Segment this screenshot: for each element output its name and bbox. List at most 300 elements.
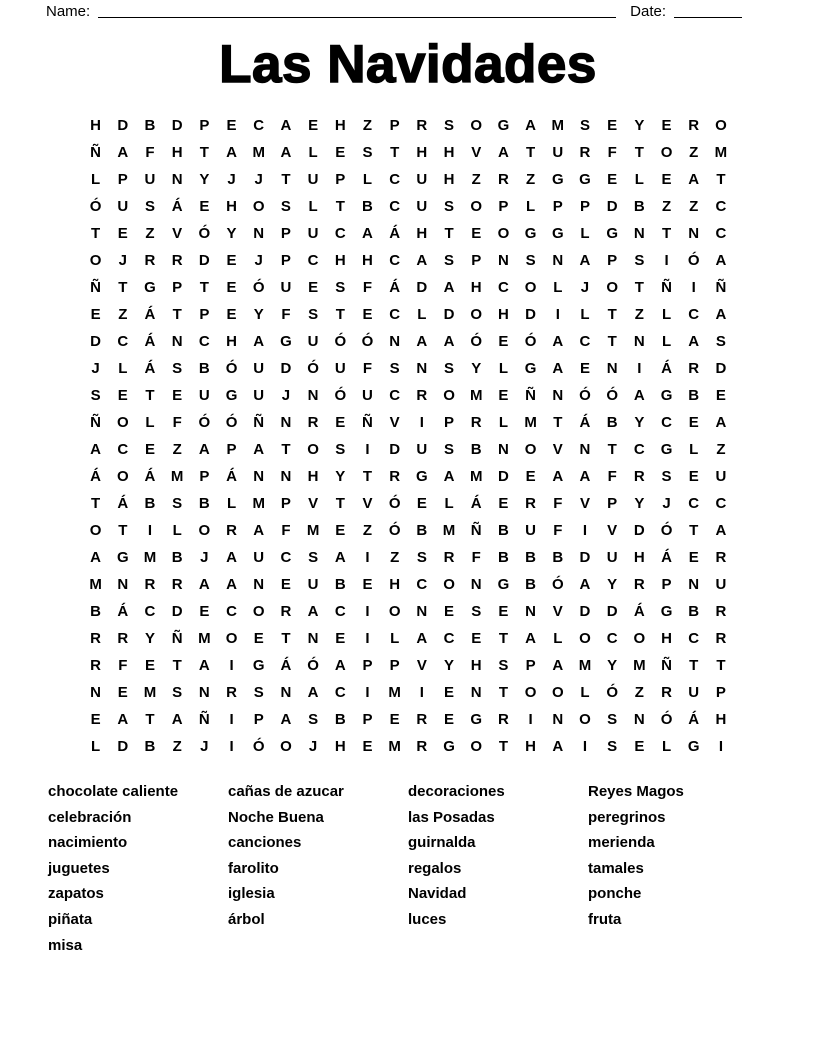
grid-letter: E (471, 225, 482, 242)
grid-letter: F (607, 144, 617, 161)
grid-letter: H (389, 576, 401, 593)
grid-letter: N (552, 711, 564, 728)
grid-letter: M (524, 414, 537, 431)
grid-letter: T (689, 657, 699, 674)
grid-letter: R (633, 576, 645, 593)
grid-letter: S (471, 603, 482, 620)
grid-letter: E (715, 387, 726, 404)
grid-letter: M (633, 657, 646, 674)
grid-letter: O (606, 279, 618, 296)
grid-row (82, 409, 735, 436)
grid-letter: I (555, 306, 560, 323)
grid-letter: F (553, 495, 563, 512)
grid-letter: F (118, 657, 128, 674)
grid-letter: U (253, 360, 265, 377)
grid-letter: F (362, 279, 373, 296)
grid-letter: R (525, 495, 537, 512)
grid-letter: T (716, 657, 726, 674)
grid-letter: Ñ (90, 414, 102, 431)
grid-letter: A (226, 144, 237, 161)
grid-letter: P (280, 225, 291, 242)
grid-letter: G (660, 387, 673, 404)
grid-letter: G (524, 225, 537, 242)
grid-letter: N (280, 468, 292, 485)
grid-letter: S (280, 198, 291, 215)
grid-letter: V (172, 225, 183, 242)
grid-letter: R (470, 414, 482, 431)
grid-letter: C (389, 387, 401, 404)
grid-letter: B (90, 603, 102, 620)
name-input-line[interactable] (98, 2, 616, 18)
grid-letter: L (580, 225, 590, 242)
grid-letter: T (362, 468, 373, 485)
grid-letter: T (498, 684, 508, 701)
grid-letter: N (117, 576, 129, 593)
grid-letter: Y (471, 360, 482, 377)
grid-letter: O (579, 711, 591, 728)
grid-letter: A (280, 711, 292, 728)
grid-letter: S (498, 657, 509, 674)
grid-letter: E (444, 684, 455, 701)
grid-letter: R (90, 630, 102, 647)
grid-letter: A (633, 387, 645, 404)
grid-letter: S (444, 252, 455, 269)
grid-letter: T (172, 657, 182, 674)
grid-letter: O (470, 117, 483, 134)
word-list-column (588, 779, 768, 958)
grid-letter: T (689, 522, 699, 539)
grid-letter: F (281, 306, 291, 323)
grid-letter: B (144, 738, 156, 755)
grid-letter: T (281, 171, 291, 188)
grid-letter: D (606, 603, 618, 620)
grid-letter: N (253, 225, 265, 242)
grid-letter: J (91, 360, 100, 377)
grid-letter: C (334, 684, 346, 701)
grid-letter: Ó (252, 279, 265, 296)
grid-letter: O (443, 387, 455, 404)
grid-letter: E (335, 414, 346, 431)
grid-letter: A (525, 630, 537, 647)
grid-letter: T (199, 279, 209, 296)
grid-letter: T (199, 144, 209, 161)
grid-letter: H (443, 171, 455, 188)
grid-letter: L (417, 306, 427, 323)
grid-letter: C (144, 603, 156, 620)
grid-letter: Ñ (715, 279, 727, 296)
grid-letter: N (633, 225, 645, 242)
grid-letter: P (661, 576, 672, 593)
grid-letter: G (443, 738, 455, 755)
grid-letter: A (552, 738, 564, 755)
grid-letter: R (661, 684, 672, 701)
grid-letter: C (307, 252, 319, 269)
grid-letter: A (552, 657, 564, 674)
grid-letter: Y (226, 225, 237, 242)
grid-letter: E (90, 306, 101, 323)
grid-letter: H (226, 198, 237, 215)
grid-letter: P (389, 657, 400, 674)
grid-letter: Á (144, 333, 156, 350)
word-item: chocolate caliente (48, 783, 179, 800)
grid-letter: R (416, 711, 428, 728)
grid-letter: S (416, 549, 427, 566)
grid-letter: U (334, 360, 346, 377)
grid-letter: E (498, 495, 509, 512)
grid-letter: O (388, 603, 401, 620)
grid-letter: R (443, 549, 455, 566)
word-list-column (408, 779, 588, 958)
grid-letter: I (419, 414, 424, 431)
grid-letter: Á (144, 306, 156, 323)
grid-letter: A (307, 603, 319, 620)
grid-letter: T (716, 171, 726, 188)
grid-letter: T (607, 441, 617, 458)
grid-letter: T (498, 630, 508, 647)
grid-letter: Ó (225, 360, 238, 377)
grid-letter: O (252, 198, 265, 215)
grid-letter: N (90, 684, 102, 701)
grid-letter: B (198, 495, 210, 512)
grid-letter: P (117, 171, 128, 188)
grid-letter: E (362, 576, 373, 593)
grid-letter: T (281, 441, 291, 458)
grid-letter: L (661, 306, 672, 323)
grid-letter: O (524, 279, 537, 296)
grid-letter: M (306, 522, 320, 539)
grid-row (82, 706, 735, 733)
grid-letter: S (308, 306, 319, 323)
grid-letter: U (552, 144, 564, 161)
grid-letter: T (335, 198, 345, 215)
grid-letter: O (198, 522, 211, 539)
grid-letter: A (416, 333, 428, 350)
word-item: misa (48, 936, 83, 954)
grid-letter: B (525, 576, 537, 593)
grid-letter: C (579, 333, 591, 350)
grid-letter: Á (226, 468, 237, 485)
grid-letter: N (470, 684, 482, 701)
grid-letter: U (525, 522, 537, 539)
grid-letter: N (552, 252, 564, 269)
grid-letter: R (715, 630, 727, 647)
grid-row (82, 112, 735, 139)
grid-letter: A (117, 711, 129, 728)
grid-letter: Ñ (198, 711, 210, 728)
grid-row (82, 517, 735, 544)
grid-row (82, 463, 735, 490)
grid-letter: I (528, 711, 533, 728)
grid-row (82, 652, 735, 679)
grid-letter: Y (634, 117, 645, 134)
grid-letter: F (172, 414, 182, 431)
grid-letter: H (90, 117, 102, 134)
grid-letter: M (469, 387, 483, 404)
grid-letter: U (416, 171, 428, 188)
grid-letter: O (280, 738, 292, 755)
word-item: tamales (588, 859, 644, 877)
grid-letter: N (579, 441, 591, 458)
grid-letter: I (365, 441, 370, 458)
page-title: Las Navidades (219, 35, 597, 94)
grid-letter: A (198, 441, 210, 458)
grid-letter: D (117, 117, 129, 134)
grid-letter: R (144, 576, 156, 593)
grid-letter: U (198, 387, 210, 404)
grid-letter: S (634, 252, 645, 269)
grid-letter: J (200, 738, 209, 755)
grid-letter: O (225, 630, 238, 647)
grid-letter: B (171, 549, 183, 566)
grid-letter: H (334, 738, 346, 755)
grid-letter: U (307, 576, 319, 593)
grid-letter: B (552, 549, 564, 566)
grid-letter: Ó (307, 657, 319, 674)
grid-letter: S (172, 495, 183, 512)
grid-letter: O (116, 414, 129, 431)
grid-letter: T (390, 144, 400, 161)
grid-letter: V (552, 603, 563, 620)
grid-letter: P (253, 711, 264, 728)
grid-letter: E (144, 441, 155, 458)
grid-letter: R (280, 603, 292, 620)
grid-row (82, 679, 735, 706)
grid-letter: U (362, 387, 373, 404)
grid-letter: T (498, 738, 508, 755)
grid-letter: U (606, 549, 618, 566)
grid-letter: Ó (687, 252, 700, 269)
grid-letter: B (470, 441, 482, 458)
grid-letter: A (253, 441, 265, 458)
grid-letter: Á (117, 603, 129, 620)
grid-letter: M (252, 495, 265, 512)
grid-letter: Y (634, 414, 645, 431)
grid-letter: E (90, 711, 101, 728)
grid-letter: L (689, 441, 699, 458)
date-input-line[interactable] (674, 2, 742, 18)
grid-letter: S (253, 684, 264, 701)
grid-letter: A (90, 441, 102, 458)
grid-letter: G (497, 576, 510, 593)
grid-letter: A (226, 576, 237, 593)
grid-letter: J (254, 171, 263, 188)
grid-letter: H (334, 252, 346, 269)
grid-letter: P (389, 117, 400, 134)
grid-letter: Ó (252, 738, 265, 755)
grid-letter: F (362, 360, 373, 377)
grid-letter: D (416, 279, 428, 296)
grid-letter: D (497, 468, 509, 485)
grid-letter: N (307, 387, 319, 404)
grid-letter: J (254, 252, 263, 269)
grid-letter: Y (444, 657, 455, 674)
word-item: guirnalda (408, 834, 476, 852)
grid-letter: S (90, 387, 101, 404)
grid-letter: R (688, 117, 700, 134)
grid-letter: S (444, 117, 455, 134)
grid-letter: Ñ (253, 414, 265, 431)
grid-letter: R (90, 657, 102, 674)
grid-letter: E (362, 306, 373, 323)
grid-letter: H (497, 306, 509, 323)
grid-letter: Á (470, 495, 482, 512)
grid-letter: U (715, 576, 727, 593)
grid-letter: I (365, 684, 370, 701)
grid-letter: N (198, 684, 210, 701)
grid-letter: Z (689, 198, 699, 215)
grid-letter: E (444, 711, 455, 728)
grid-letter: E (117, 684, 128, 701)
grid-letter: Ó (551, 576, 564, 593)
grid-letter: H (470, 657, 482, 674)
grid-letter: T (118, 279, 128, 296)
grid-letter: P (199, 306, 210, 323)
grid-letter: J (308, 738, 318, 755)
grid-letter: T (118, 522, 128, 539)
grid-letter: D (171, 603, 183, 620)
grid-letter: T (526, 144, 536, 161)
grid-letter: S (308, 711, 319, 728)
grid-letter: B (497, 549, 509, 566)
grid-letter: C (715, 198, 727, 215)
grid-letter: A (307, 684, 319, 701)
grid-letter: R (715, 603, 727, 620)
grid-letter: I (582, 738, 588, 755)
grid-letter: L (526, 198, 536, 215)
grid-letter: Z (661, 198, 672, 215)
grid-letter: B (362, 198, 373, 215)
grid-letter: A (253, 522, 265, 539)
grid-letter: P (471, 252, 482, 269)
grid-letter: Z (471, 171, 481, 188)
grid-letter: A (416, 630, 428, 647)
grid-letter: Ó (388, 495, 401, 512)
grid-letter: Z (172, 441, 182, 458)
grid-letter: A (362, 225, 373, 242)
grid-letter: I (664, 252, 669, 269)
word-item: las Posadas (408, 808, 495, 826)
grid-letter: E (607, 117, 618, 134)
grid-letter: I (691, 279, 696, 296)
word-item: árbol (228, 910, 265, 928)
grid-letter: O (89, 252, 102, 269)
grid-letter: A (280, 144, 292, 161)
grid-letter: E (607, 171, 618, 188)
grid-letter: R (144, 252, 156, 269)
grid-letter: A (525, 117, 537, 134)
grid-letter: V (362, 495, 373, 512)
grid-letter: J (118, 252, 127, 269)
grid-letter: A (715, 522, 727, 539)
grid-letter: A (579, 468, 591, 485)
grid-letter: O (660, 144, 673, 161)
grid-row (82, 193, 735, 220)
word-item: canciones (228, 834, 302, 852)
grid-letter: N (307, 630, 319, 647)
grid-letter: Y (253, 306, 264, 323)
grid-letter: L (145, 414, 155, 431)
grid-letter: H (470, 279, 482, 296)
grid-letter: N (552, 387, 564, 404)
grid-letter: R (497, 711, 509, 728)
grid-letter: F (471, 549, 481, 566)
grid-letter: Á (661, 360, 672, 377)
grid-letter: A (443, 333, 455, 350)
grid-letter: U (117, 198, 129, 215)
grid-letter: B (633, 198, 645, 215)
grid-letter: N (280, 414, 292, 431)
grid-letter: L (661, 333, 672, 350)
grid-letter: U (280, 279, 292, 296)
grid-letter: P (280, 252, 291, 269)
grid-letter: S (335, 279, 346, 296)
grid-letter: E (661, 117, 672, 134)
grid-letter: Ó (470, 333, 483, 350)
grid-letter: Z (526, 171, 536, 188)
grid-letter: A (715, 252, 727, 269)
grid-letter: T (634, 279, 644, 296)
grid-letter: E (579, 360, 590, 377)
word-item: cañas de azucar (228, 783, 344, 800)
grid-letter: U (688, 684, 700, 701)
grid-letter: E (253, 630, 264, 647)
grid-letter: C (715, 225, 727, 242)
grid-letter: Á (661, 549, 672, 566)
word-item: decoraciones (408, 783, 505, 800)
grid-letter: Ñ (362, 414, 373, 431)
grid-letter: D (579, 549, 591, 566)
grid-letter: I (229, 711, 234, 728)
grid-letter: Á (389, 225, 401, 242)
grid-letter: V (552, 441, 563, 458)
grid-letter: Z (145, 225, 155, 242)
grid-letter: C (688, 306, 700, 323)
word-item: juguetes (48, 859, 110, 877)
grid-letter: I (365, 630, 370, 647)
grid-letter: B (606, 414, 618, 431)
word-item: fruta (588, 910, 622, 928)
grid-letter: E (226, 117, 237, 134)
grid-letter: Ó (334, 333, 347, 350)
grid-letter: D (606, 198, 618, 215)
grid-letter: C (715, 495, 727, 512)
grid-letter: I (582, 522, 588, 539)
grid-letter: T (607, 306, 617, 323)
grid-letter: E (117, 387, 128, 404)
grid-letter: O (497, 225, 510, 242)
grid-letter: V (389, 414, 400, 431)
grid-letter: H (661, 630, 672, 647)
grid-letter: M (388, 684, 401, 701)
grid-letter: E (525, 468, 536, 485)
word-item: farolito (228, 859, 279, 877)
grid-letter: L (553, 279, 563, 296)
grid-letter: C (334, 225, 346, 242)
grid-letter: H (226, 333, 237, 350)
grid-letter: N (416, 360, 428, 377)
grid-letter: N (606, 360, 618, 377)
grid-letter: U (307, 225, 319, 242)
grid-letter: S (579, 117, 590, 134)
grid-letter: S (444, 441, 455, 458)
grid-letter: I (147, 522, 153, 539)
grid-letter: Ó (606, 387, 618, 404)
grid-letter: J (200, 549, 209, 566)
word-item: piñata (48, 910, 93, 928)
grid-letter: R (497, 171, 509, 188)
grid-letter: G (524, 360, 537, 377)
grid-letter: H (307, 468, 319, 485)
